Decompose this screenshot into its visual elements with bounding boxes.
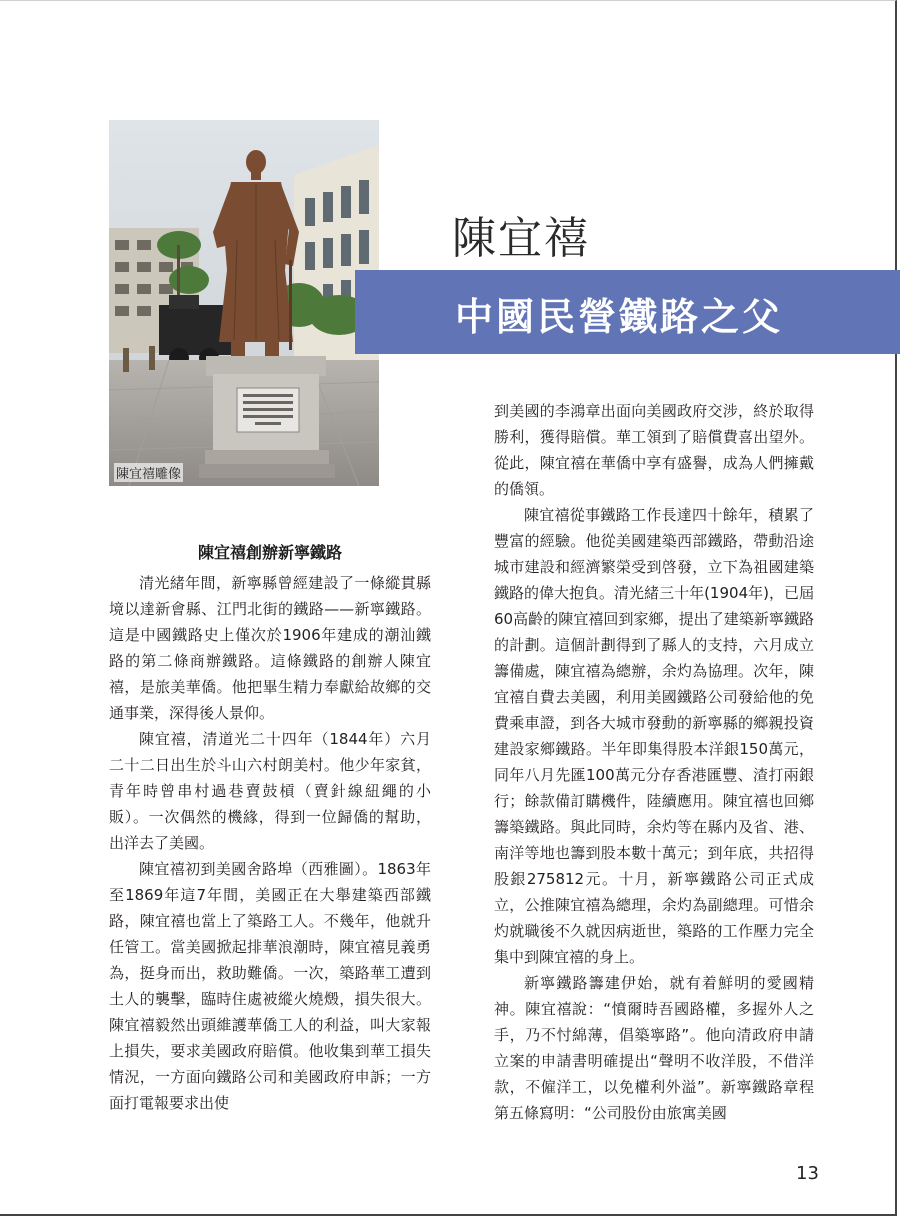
paragraph: 陳宜禧，清道光二十四年（1844年）六月二十二日出生於斗山六村朗美村。他少年家貧，青年時曾串村過巷賣鼓槓（賣針線紐繩的小販）。一次偶然的機緣，得到一位歸僑的幫助，出洋去了美國。 [109,730,431,852]
statue-illustration [109,120,379,486]
paragraph: 新寧鐵路籌建伊始，就有着鮮明的愛國精神。陳宜禧說：“憤爾時吾國路權，多握外人之手，乃不忖綿薄，倡築寧路”。他向清政府申請立案的申請書明確提出“聲明不收洋股，不借洋款，不僱洋工，以免權利外溢”。新寧鐵路章程第五條寫明：“公司股份由旅寓美國 [494,974,814,1122]
paragraph-continued: 到美國的李鴻章出面向美國政府交涉，終於取得勝利，獲得賠償。華工領到了賠償費喜出望外。從此，陳宜禧在華僑中享有盛譽，成為人們擁戴的僑領。 [494,402,814,498]
section-heading: 陳宜禧創辦新寧鐵路 [197,543,342,562]
page-title: 陳宜禧 [452,213,590,264]
subtitle-text: 中國民營鐵路之父 [455,295,784,339]
statue-photo [109,120,379,486]
subtitle-banner [355,270,900,354]
paragraph: 陳宜禧從事鐵路工作長達四十餘年，積累了豐富的經驗。他從美國建築西部鐵路，帶動沿途城市建設和經濟繁榮受到啓發，立下為祖國建築鐵路的偉大抱負。清光緒三十年(1904年)，已屆60高齡的陳宜禧回到家鄉，提出了建築新寧鐵路的計劃。這個計劃得到了縣人的支持，六月成立籌備處，陳宜禧為總辦，余灼為協理。次年，陳宜禧自費去美國，利用美國鐵路公司發給他的免費乘車證，到各大城市發動的新寧縣的鄉親投資建設家鄉鐵路。半年即集得股本洋銀150萬元，同年八月先匯100萬元分存香港匯豐、渣打兩銀行；餘款備訂購機件，陸續應用。陳宜禧也回鄉籌築鐵路。與此同時，余灼等在縣内及省、港、南洋等地也籌到股本數十萬元；到年底，共招得股銀275812元。十月，新寧鐵路公司正式成立，公推陳宜禧為總理，余灼為副總理。可惜余灼就職後不久就因病逝世，築路的工作壓力完全集中到陳宜禧的身上。 [494,506,814,966]
page-number: 13 [796,1163,819,1184]
left-column [109,570,431,1116]
paragraph: 清光緒年間，新寧縣曾經建設了一條縱貫縣境以達新會縣、江門北街的鐵路——新寧鐵路。這是中國鐵路史上僅次於1906年建成的潮汕鐵路的第二條商辦鐵路。這條鐵路的創辦人陳宜禧，是旅美華僑。他把畢生精力奉獻給故鄉的交通事業，深得後人景仰。 [109,574,431,722]
right-column [494,398,814,1126]
paragraph: 陳宜禧初到美國舍路埠（西雅圖）。1863年至1869年這7年間，美國正在大舉建築西部鐵路，陳宜禧也當上了築路工人。不幾年，他就升任管工。當美國掀起排華浪潮時，陳宜禧見義勇為，挺身而出，救助難僑。一次，築路華工遭到土人的襲擊，臨時住處被縱火燒燬，損失很大。陳宜禧毅然出頭維護華僑工人的利益，叫大家報上損失，要求美國政府賠償。他收集到華工損失情況，一方面向鐵路公司和美國政府申訴；一方面打電報要求出使 [109,860,431,1112]
photo-caption: 陳宜禧雕像 [114,463,183,482]
